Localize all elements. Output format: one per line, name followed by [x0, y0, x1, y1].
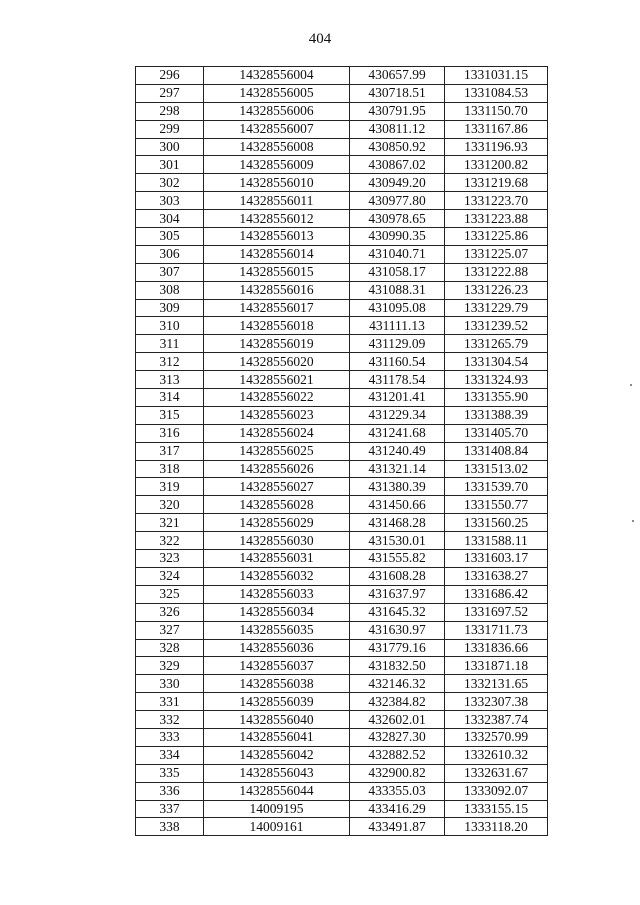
y-coordinate-cell: 1332610.32 — [445, 746, 548, 764]
table-row — [136, 67, 548, 85]
point-number-cell: 296 — [136, 67, 204, 85]
table-row — [136, 764, 548, 782]
point-id-cell: 14328556020 — [204, 353, 350, 371]
x-coordinate-cell: 433416.29 — [350, 800, 445, 818]
point-id-cell: 14328556010 — [204, 174, 350, 192]
point-id-cell: 14328556011 — [204, 192, 350, 210]
table-row — [136, 657, 548, 675]
point-number-cell: 312 — [136, 353, 204, 371]
y-coordinate-cell: 1331223.88 — [445, 210, 548, 228]
y-coordinate-cell: 1331550.77 — [445, 496, 548, 514]
point-number-cell: 314 — [136, 389, 204, 407]
point-number-cell: 331 — [136, 693, 204, 711]
x-coordinate-cell: 430990.35 — [350, 228, 445, 246]
x-coordinate-cell: 431095.08 — [350, 299, 445, 317]
y-coordinate-cell: 1332631.67 — [445, 764, 548, 782]
y-coordinate-cell: 1331167.86 — [445, 120, 548, 138]
y-coordinate-cell: 1331031.15 — [445, 67, 548, 85]
point-id-cell: 14009161 — [204, 818, 350, 836]
point-id-cell: 14328556042 — [204, 746, 350, 764]
x-coordinate-cell: 431321.14 — [350, 460, 445, 478]
table-row — [136, 138, 548, 156]
y-coordinate-cell: 1331229.79 — [445, 299, 548, 317]
point-id-cell: 14328556017 — [204, 299, 350, 317]
table-row — [136, 711, 548, 729]
x-coordinate-cell: 431832.50 — [350, 657, 445, 675]
point-id-cell: 14328556031 — [204, 550, 350, 568]
table-row — [136, 639, 548, 657]
x-coordinate-cell: 431111.13 — [350, 317, 445, 335]
point-number-cell: 326 — [136, 603, 204, 621]
table-row — [136, 84, 548, 102]
point-id-cell: 14328556022 — [204, 389, 350, 407]
table-row — [136, 603, 548, 621]
y-coordinate-cell: 1331388.39 — [445, 406, 548, 424]
table-row — [136, 317, 548, 335]
y-coordinate-cell: 1331222.88 — [445, 263, 548, 281]
y-coordinate-cell: 1331219.68 — [445, 174, 548, 192]
point-id-cell: 14328556038 — [204, 675, 350, 693]
point-id-cell: 14328556024 — [204, 424, 350, 442]
x-coordinate-cell: 430978.65 — [350, 210, 445, 228]
point-id-cell: 14328556008 — [204, 138, 350, 156]
x-coordinate-cell: 431637.97 — [350, 585, 445, 603]
page-number: 404 — [308, 31, 332, 47]
x-coordinate-cell: 431088.31 — [350, 281, 445, 299]
table-row — [136, 782, 548, 800]
point-number-cell: 305 — [136, 228, 204, 246]
x-coordinate-cell: 431450.66 — [350, 496, 445, 514]
table-row — [136, 299, 548, 317]
point-number-cell: 311 — [136, 335, 204, 353]
point-id-cell: 14328556033 — [204, 585, 350, 603]
y-coordinate-cell: 1331588.11 — [445, 532, 548, 550]
point-number-cell: 324 — [136, 567, 204, 585]
point-number-cell: 328 — [136, 639, 204, 657]
point-number-cell: 315 — [136, 406, 204, 424]
point-number-cell: 300 — [136, 138, 204, 156]
x-coordinate-cell: 430949.20 — [350, 174, 445, 192]
point-id-cell: 14328556013 — [204, 228, 350, 246]
table-row — [136, 800, 548, 818]
x-coordinate-cell: 430791.95 — [350, 102, 445, 120]
table-row — [136, 478, 548, 496]
table-row — [136, 245, 548, 263]
point-number-cell: 319 — [136, 478, 204, 496]
point-id-cell: 14009195 — [204, 800, 350, 818]
x-coordinate-cell: 431555.82 — [350, 550, 445, 568]
y-coordinate-cell: 1331225.86 — [445, 228, 548, 246]
y-coordinate-cell: 1331408.84 — [445, 442, 548, 460]
x-coordinate-cell: 431178.54 — [350, 371, 445, 389]
point-number-cell: 299 — [136, 120, 204, 138]
point-number-cell: 322 — [136, 532, 204, 550]
point-id-cell: 14328556039 — [204, 693, 350, 711]
table-row — [136, 746, 548, 764]
point-number-cell: 320 — [136, 496, 204, 514]
table-row — [136, 281, 548, 299]
point-id-cell: 14328556043 — [204, 764, 350, 782]
x-coordinate-cell: 433355.03 — [350, 782, 445, 800]
y-coordinate-cell: 1331603.17 — [445, 550, 548, 568]
point-id-cell: 14328556029 — [204, 514, 350, 532]
point-number-cell: 307 — [136, 263, 204, 281]
point-id-cell: 14328556005 — [204, 84, 350, 102]
y-coordinate-cell: 1331150.70 — [445, 102, 548, 120]
x-coordinate-cell: 431241.68 — [350, 424, 445, 442]
x-coordinate-cell: 430657.99 — [350, 67, 445, 85]
x-coordinate-cell: 432827.30 — [350, 728, 445, 746]
x-coordinate-cell: 431468.28 — [350, 514, 445, 532]
y-coordinate-cell: 1331223.70 — [445, 192, 548, 210]
y-coordinate-cell: 1331836.66 — [445, 639, 548, 657]
x-coordinate-cell: 431608.28 — [350, 567, 445, 585]
table-row — [136, 550, 548, 568]
point-id-cell: 14328556040 — [204, 711, 350, 729]
point-id-cell: 14328556041 — [204, 728, 350, 746]
table-row — [136, 335, 548, 353]
point-id-cell: 14328556036 — [204, 639, 350, 657]
table-row — [136, 442, 548, 460]
x-coordinate-cell: 431201.41 — [350, 389, 445, 407]
point-id-cell: 14328556007 — [204, 120, 350, 138]
point-number-cell: 334 — [136, 746, 204, 764]
point-number-cell: 309 — [136, 299, 204, 317]
table-row — [136, 156, 548, 174]
table-row — [136, 174, 548, 192]
x-coordinate-cell: 430850.92 — [350, 138, 445, 156]
x-coordinate-cell: 431129.09 — [350, 335, 445, 353]
table-row — [136, 406, 548, 424]
point-number-cell: 297 — [136, 84, 204, 102]
point-number-cell: 327 — [136, 621, 204, 639]
x-coordinate-cell: 431380.39 — [350, 478, 445, 496]
y-coordinate-cell: 1332131.65 — [445, 675, 548, 693]
point-number-cell: 325 — [136, 585, 204, 603]
y-coordinate-cell: 1333092.07 — [445, 782, 548, 800]
point-id-cell: 14328556004 — [204, 67, 350, 85]
table-row — [136, 228, 548, 246]
y-coordinate-cell: 1331638.27 — [445, 567, 548, 585]
point-number-cell: 313 — [136, 371, 204, 389]
point-number-cell: 308 — [136, 281, 204, 299]
y-coordinate-cell: 1331304.54 — [445, 353, 548, 371]
y-coordinate-cell: 1331686.42 — [445, 585, 548, 603]
x-coordinate-cell: 431229.34 — [350, 406, 445, 424]
y-coordinate-cell: 1333155.15 — [445, 800, 548, 818]
point-id-cell: 14328556015 — [204, 263, 350, 281]
y-coordinate-cell: 1331355.90 — [445, 389, 548, 407]
table-row — [136, 693, 548, 711]
point-id-cell: 14328556009 — [204, 156, 350, 174]
table-row — [136, 621, 548, 639]
y-coordinate-cell: 1333118.20 — [445, 818, 548, 836]
point-number-cell: 335 — [136, 764, 204, 782]
y-coordinate-cell: 1332570.99 — [445, 728, 548, 746]
point-id-cell: 14328556035 — [204, 621, 350, 639]
table-row — [136, 371, 548, 389]
y-coordinate-cell: 1331405.70 — [445, 424, 548, 442]
point-number-cell: 337 — [136, 800, 204, 818]
x-coordinate-cell: 430867.02 — [350, 156, 445, 174]
x-coordinate-cell: 431779.16 — [350, 639, 445, 657]
x-coordinate-cell: 432882.52 — [350, 746, 445, 764]
table-row — [136, 102, 548, 120]
point-id-cell: 14328556032 — [204, 567, 350, 585]
scan-speck — [630, 384, 632, 386]
table-row — [136, 585, 548, 603]
point-number-cell: 298 — [136, 102, 204, 120]
point-id-cell: 14328556016 — [204, 281, 350, 299]
point-id-cell: 14328556019 — [204, 335, 350, 353]
point-id-cell: 14328556034 — [204, 603, 350, 621]
point-number-cell: 338 — [136, 818, 204, 836]
y-coordinate-cell: 1331196.93 — [445, 138, 548, 156]
x-coordinate-cell: 431058.17 — [350, 263, 445, 281]
point-id-cell: 14328556018 — [204, 317, 350, 335]
table-row — [136, 389, 548, 407]
point-number-cell: 336 — [136, 782, 204, 800]
table-row — [136, 353, 548, 371]
table-row — [136, 567, 548, 585]
point-number-cell: 316 — [136, 424, 204, 442]
table-row — [136, 460, 548, 478]
table-row — [136, 675, 548, 693]
table-row — [136, 818, 548, 836]
point-number-cell: 302 — [136, 174, 204, 192]
table-row — [136, 210, 548, 228]
x-coordinate-cell: 431160.54 — [350, 353, 445, 371]
x-coordinate-cell: 433491.87 — [350, 818, 445, 836]
point-number-cell: 317 — [136, 442, 204, 460]
point-id-cell: 14328556030 — [204, 532, 350, 550]
y-coordinate-cell: 1331200.82 — [445, 156, 548, 174]
y-coordinate-cell: 1331711.73 — [445, 621, 548, 639]
table-row — [136, 496, 548, 514]
table-row — [136, 263, 548, 281]
table-row — [136, 192, 548, 210]
point-number-cell: 321 — [136, 514, 204, 532]
table-row — [136, 514, 548, 532]
x-coordinate-cell: 432146.32 — [350, 675, 445, 693]
point-id-cell: 14328556026 — [204, 460, 350, 478]
x-coordinate-cell: 431240.49 — [350, 442, 445, 460]
point-id-cell: 14328556037 — [204, 657, 350, 675]
coordinates-table — [135, 66, 548, 836]
y-coordinate-cell: 1331226.23 — [445, 281, 548, 299]
x-coordinate-cell: 430977.80 — [350, 192, 445, 210]
x-coordinate-cell: 432900.82 — [350, 764, 445, 782]
y-coordinate-cell: 1332307.38 — [445, 693, 548, 711]
table-row — [136, 532, 548, 550]
point-id-cell: 14328556012 — [204, 210, 350, 228]
y-coordinate-cell: 1331324.93 — [445, 371, 548, 389]
table-row — [136, 120, 548, 138]
point-id-cell: 14328556028 — [204, 496, 350, 514]
coordinates-table-body — [136, 67, 548, 836]
point-id-cell: 14328556021 — [204, 371, 350, 389]
scan-speck — [632, 520, 634, 522]
y-coordinate-cell: 1331225.07 — [445, 245, 548, 263]
table-row — [136, 728, 548, 746]
point-number-cell: 332 — [136, 711, 204, 729]
y-coordinate-cell: 1331871.18 — [445, 657, 548, 675]
point-number-cell: 310 — [136, 317, 204, 335]
x-coordinate-cell: 431630.97 — [350, 621, 445, 639]
y-coordinate-cell: 1331697.52 — [445, 603, 548, 621]
point-id-cell: 14328556023 — [204, 406, 350, 424]
y-coordinate-cell: 1331513.02 — [445, 460, 548, 478]
point-number-cell: 323 — [136, 550, 204, 568]
point-number-cell: 306 — [136, 245, 204, 263]
point-number-cell: 303 — [136, 192, 204, 210]
point-id-cell: 14328556025 — [204, 442, 350, 460]
point-id-cell: 14328556014 — [204, 245, 350, 263]
point-number-cell: 330 — [136, 675, 204, 693]
table-row — [136, 424, 548, 442]
y-coordinate-cell: 1331539.70 — [445, 478, 548, 496]
point-id-cell: 14328556006 — [204, 102, 350, 120]
x-coordinate-cell: 430718.51 — [350, 84, 445, 102]
y-coordinate-cell: 1332387.74 — [445, 711, 548, 729]
x-coordinate-cell: 432602.01 — [350, 711, 445, 729]
x-coordinate-cell: 430811.12 — [350, 120, 445, 138]
x-coordinate-cell: 432384.82 — [350, 693, 445, 711]
y-coordinate-cell: 1331265.79 — [445, 335, 548, 353]
x-coordinate-cell: 431530.01 — [350, 532, 445, 550]
y-coordinate-cell: 1331239.52 — [445, 317, 548, 335]
point-number-cell: 301 — [136, 156, 204, 174]
x-coordinate-cell: 431040.71 — [350, 245, 445, 263]
point-number-cell: 304 — [136, 210, 204, 228]
y-coordinate-cell: 1331084.53 — [445, 84, 548, 102]
point-number-cell: 318 — [136, 460, 204, 478]
point-number-cell: 329 — [136, 657, 204, 675]
point-number-cell: 333 — [136, 728, 204, 746]
point-id-cell: 14328556027 — [204, 478, 350, 496]
point-id-cell: 14328556044 — [204, 782, 350, 800]
x-coordinate-cell: 431645.32 — [350, 603, 445, 621]
y-coordinate-cell: 1331560.25 — [445, 514, 548, 532]
